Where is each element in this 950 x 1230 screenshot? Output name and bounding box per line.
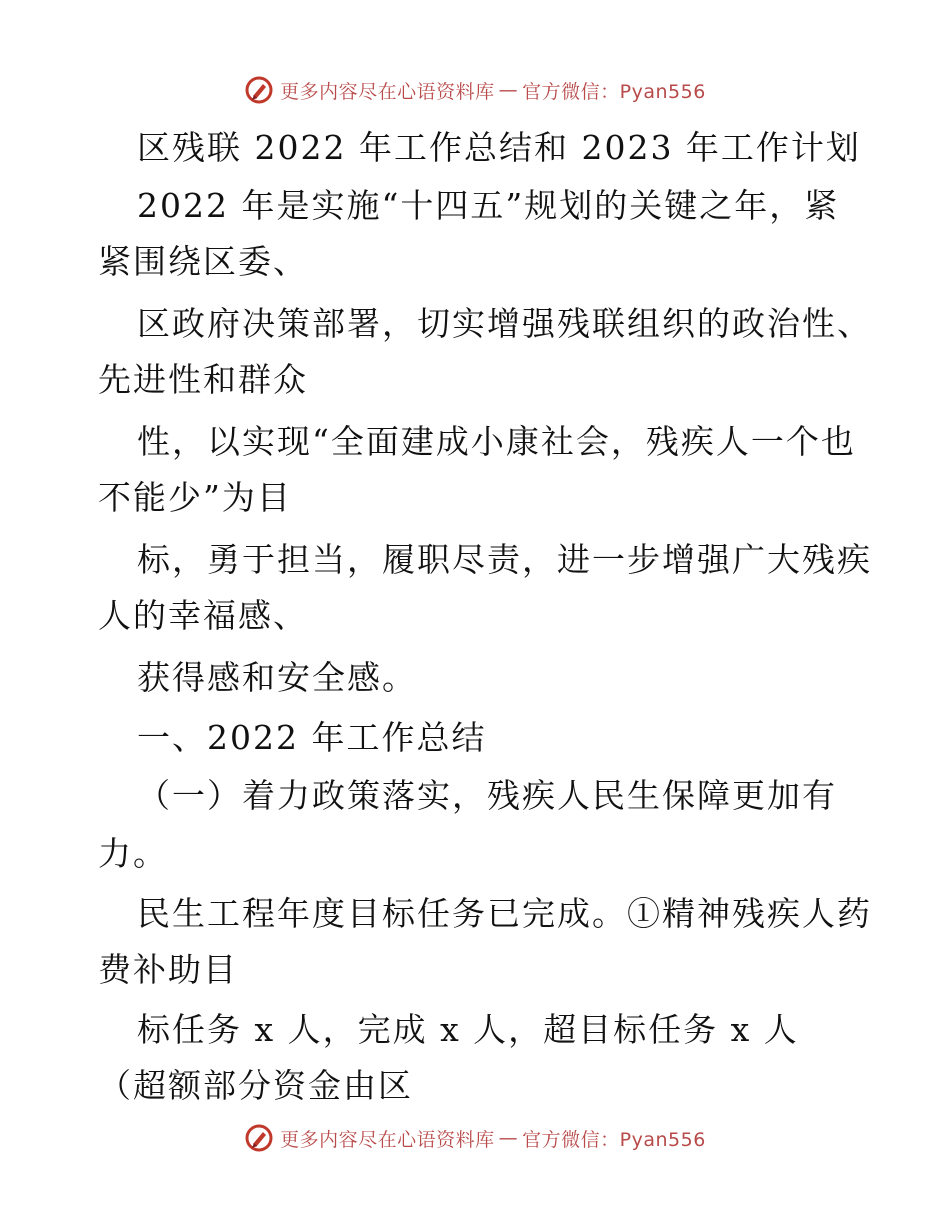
banner-separator: — bbox=[498, 1127, 519, 1149]
banner-separator: — bbox=[498, 79, 519, 101]
banner-text: 更多内容尽在心语资料库 bbox=[280, 1128, 495, 1151]
paragraph-line: （超额部分资金由区 bbox=[98, 1066, 413, 1105]
paragraph-line: 紧围绕区委、 bbox=[98, 242, 308, 281]
banner-text: 更多内容尽在心语资料库 bbox=[280, 80, 495, 103]
section-heading: 一、2022 年工作总结 bbox=[137, 718, 487, 757]
paragraph-line: 力。 bbox=[98, 834, 168, 873]
paragraph-line: 费补助目 bbox=[98, 950, 238, 989]
paragraph-line: 获得感和安全感。 bbox=[137, 658, 417, 697]
paragraph-line: 民生工程年度目标任务已完成。①精神残疾人药 bbox=[137, 894, 872, 933]
paragraph-line: 标任务 x 人，完成 x 人，超目标任务 x 人 bbox=[137, 1010, 799, 1049]
subsection-heading: （一）着力政策落实，残疾人民生保障更加有 bbox=[137, 776, 837, 815]
pen-in-circle-logo bbox=[244, 75, 274, 105]
document-title: 区残联 2022 年工作总结和 2023 年工作计划 bbox=[137, 128, 861, 167]
header-banner bbox=[0, 70, 950, 110]
paragraph-line: 性，以实现“全面建成小康社会，残疾人一个也 bbox=[137, 422, 856, 461]
paragraph-line: 先进性和群众 bbox=[98, 360, 308, 399]
paragraph-line: 2022 年是实施“十四五”规划的关键之年，紧 bbox=[137, 186, 840, 225]
pen-in-circle-logo bbox=[244, 1123, 274, 1153]
paragraph-line: 人的幸福感、 bbox=[98, 596, 308, 635]
banner-account: 官方微信：Pyan556 bbox=[522, 1128, 706, 1151]
banner-account: 官方微信：Pyan556 bbox=[522, 80, 706, 103]
paragraph-line: 区政府决策部署，切实增强残联组织的政治性、 bbox=[137, 304, 872, 343]
paragraph-line: 标，勇于担当，履职尽责，进一步增强广大残疾 bbox=[137, 540, 872, 579]
paragraph-line: 不能少”为目 bbox=[98, 478, 292, 517]
footer-banner bbox=[0, 1118, 950, 1158]
